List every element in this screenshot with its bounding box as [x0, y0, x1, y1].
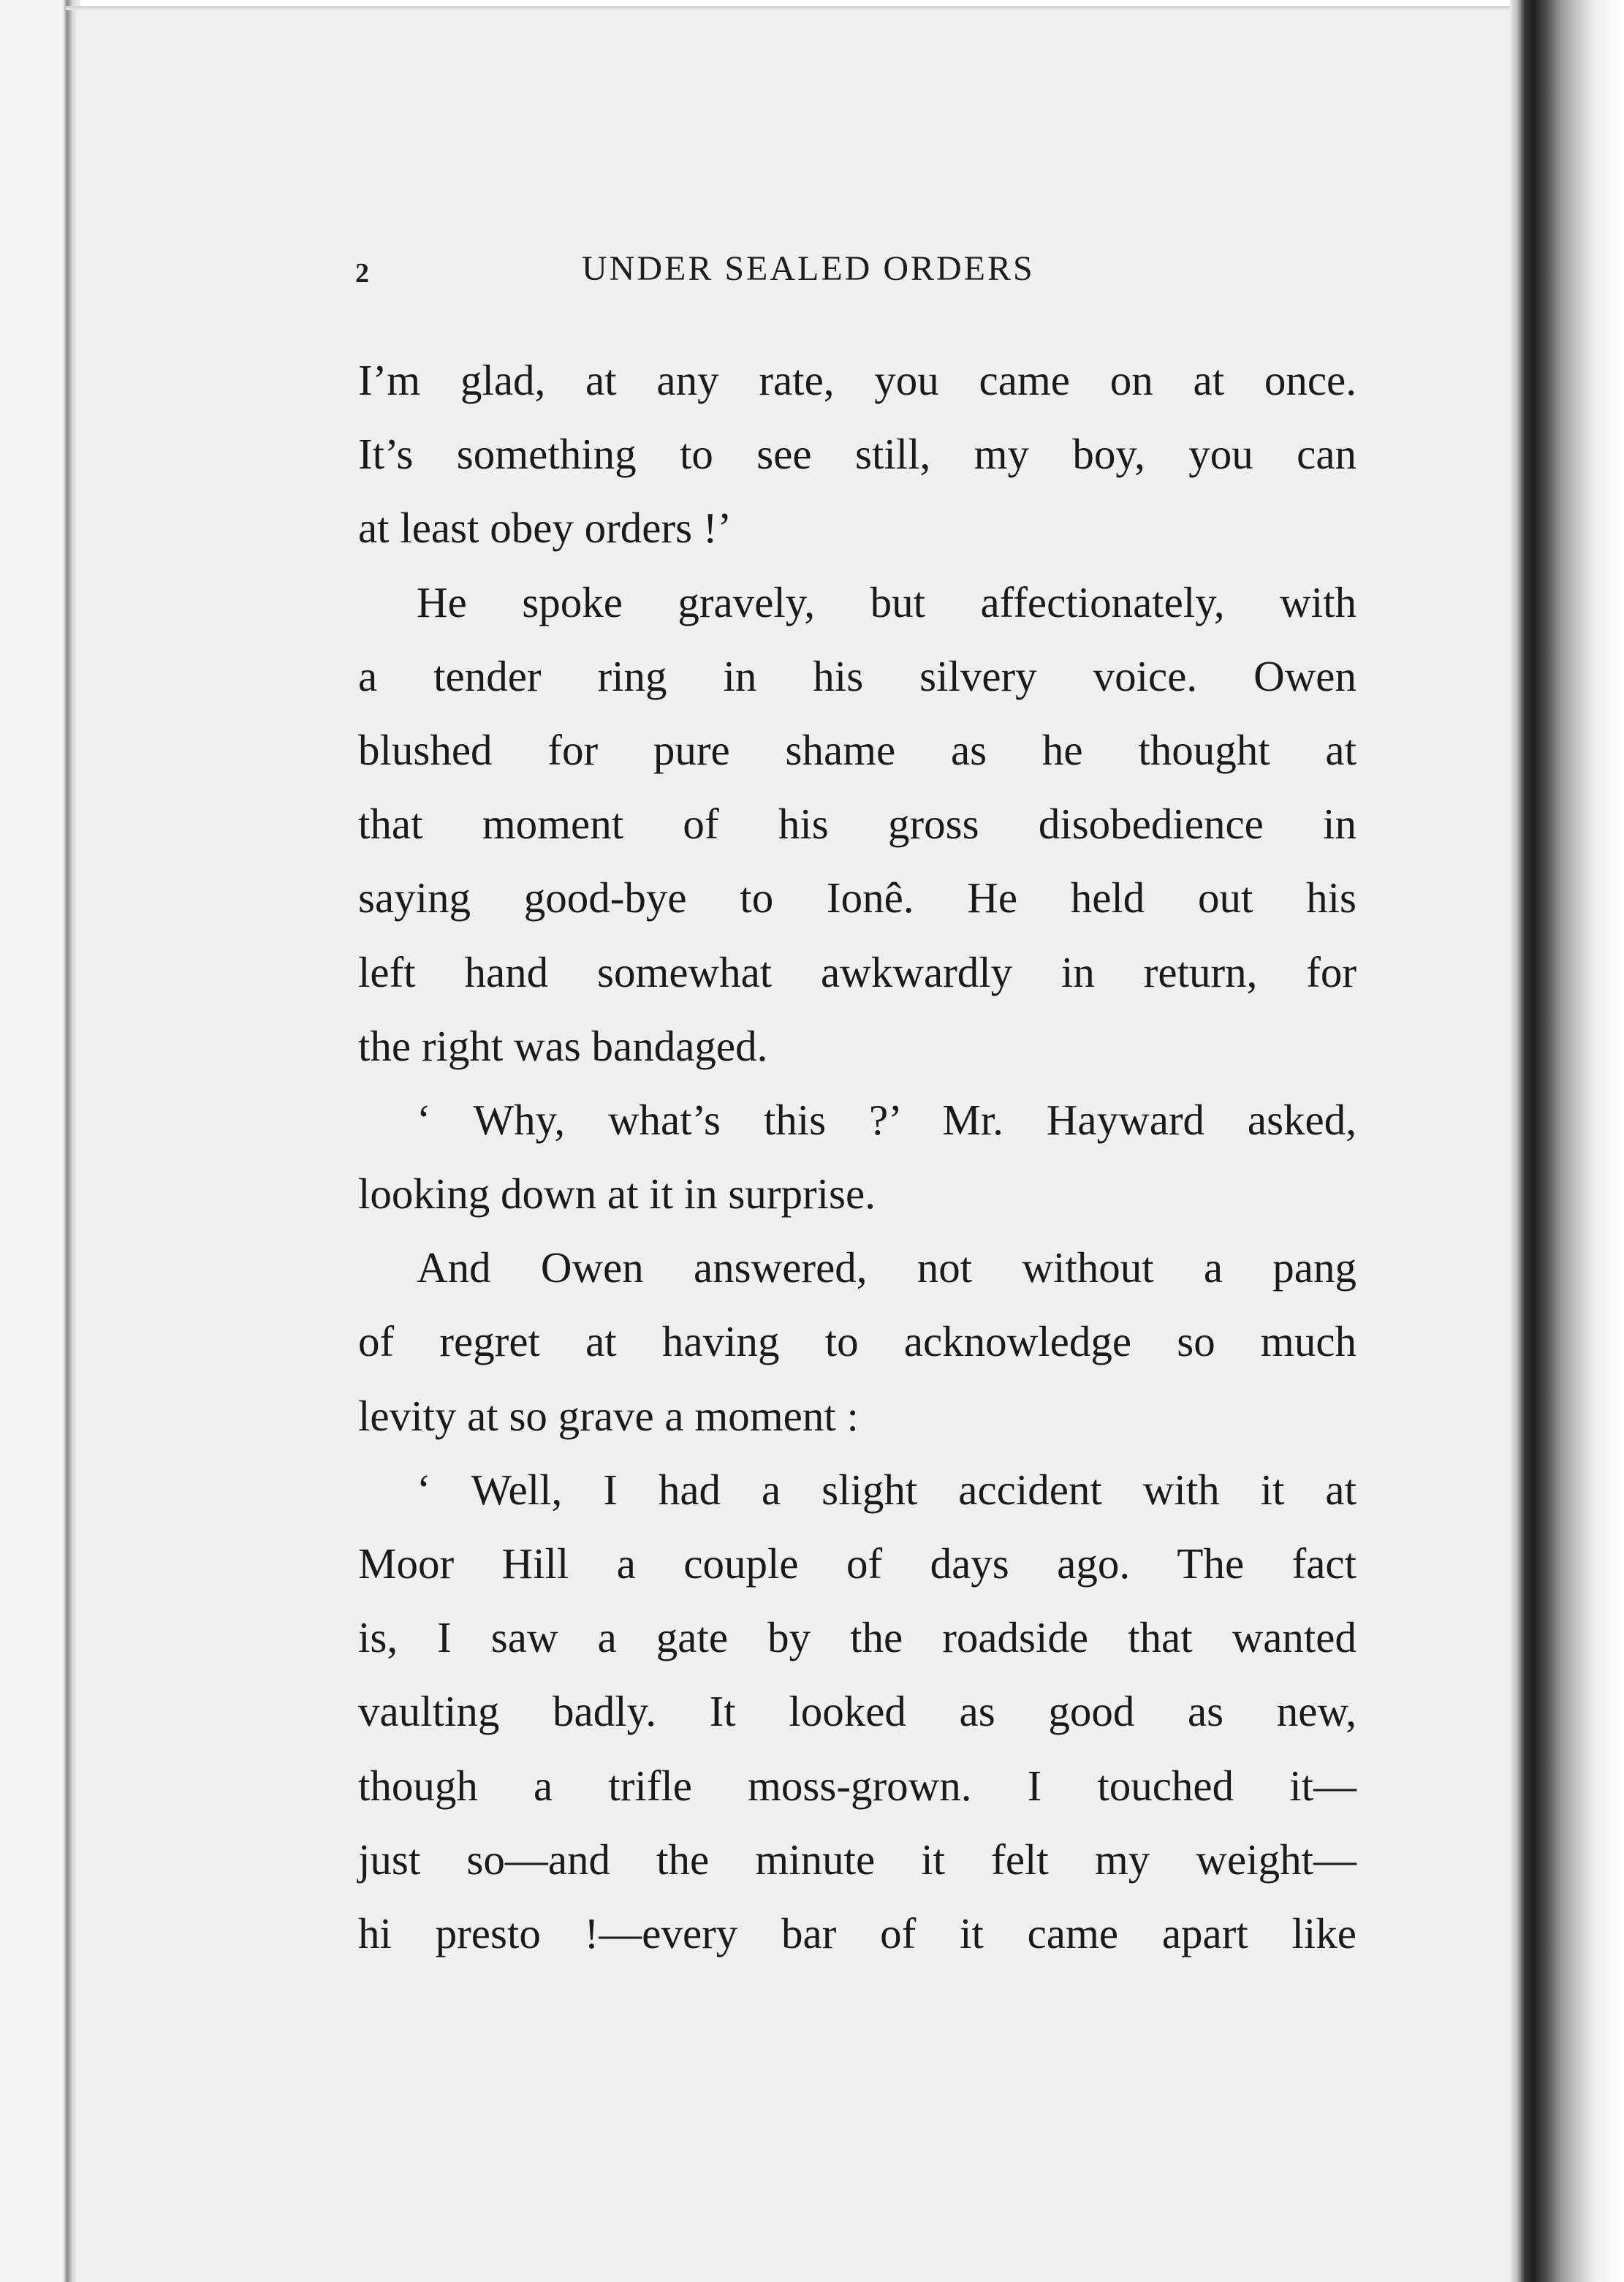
- text-line: the right was bandaged.: [358, 1021, 768, 1070]
- text-line: is, I saw a gate by the roadside that wanted: [358, 1613, 1357, 1662]
- text-line: He spoke gravely, but affectionately, with: [417, 577, 1357, 626]
- text-line: just so—and the minute it felt my weight—: [358, 1835, 1357, 1884]
- text-line: hi presto !—every bar of it came apart like: [358, 1908, 1357, 1957]
- book-binding-shadow: [1510, 0, 1624, 2282]
- page-left-edge: [0, 0, 80, 2282]
- text-line: a tender ring in his silvery voice. Owen: [358, 651, 1357, 700]
- text-line: And Owen answered, not without a pang: [417, 1243, 1357, 1292]
- text-line: of regret at having to acknowledge so much: [358, 1317, 1357, 1366]
- text-line: blushed for pure shame as he thought at: [358, 725, 1357, 774]
- text-line: vaulting badly. It looked as good as new,: [358, 1687, 1357, 1736]
- text-line: that moment of his gross disobedience in: [358, 800, 1357, 849]
- text-line: ‘ Well, I had a slight accident with it at: [417, 1465, 1357, 1514]
- text-line: looking down at it in surprise.: [358, 1170, 876, 1218]
- text-line: saying good-bye to Ionê. He held out his: [358, 873, 1357, 922]
- body-text: [358, 344, 1357, 1971]
- page-number: 2: [355, 258, 369, 289]
- text-line: at least obey orders !’: [358, 504, 732, 553]
- text-line: ‘ Why, what’s this ?’ Mr. Hayward asked,: [417, 1095, 1357, 1144]
- text-line: Moor Hill a couple of days ago. The fact: [358, 1539, 1357, 1588]
- text-line: though a trifle moss-grown. I touched it—: [358, 1761, 1357, 1810]
- text-line: levity at so grave a moment :: [358, 1391, 859, 1440]
- running-head: UNDER SEALED ORDERS: [582, 249, 1035, 288]
- text-line: left hand somewhat awkwardly in return, for: [358, 947, 1357, 996]
- text-line: I’m glad, at any rate, you came on at once.: [358, 356, 1357, 404]
- text-line: It’s something to see still, my boy, you can: [358, 430, 1357, 479]
